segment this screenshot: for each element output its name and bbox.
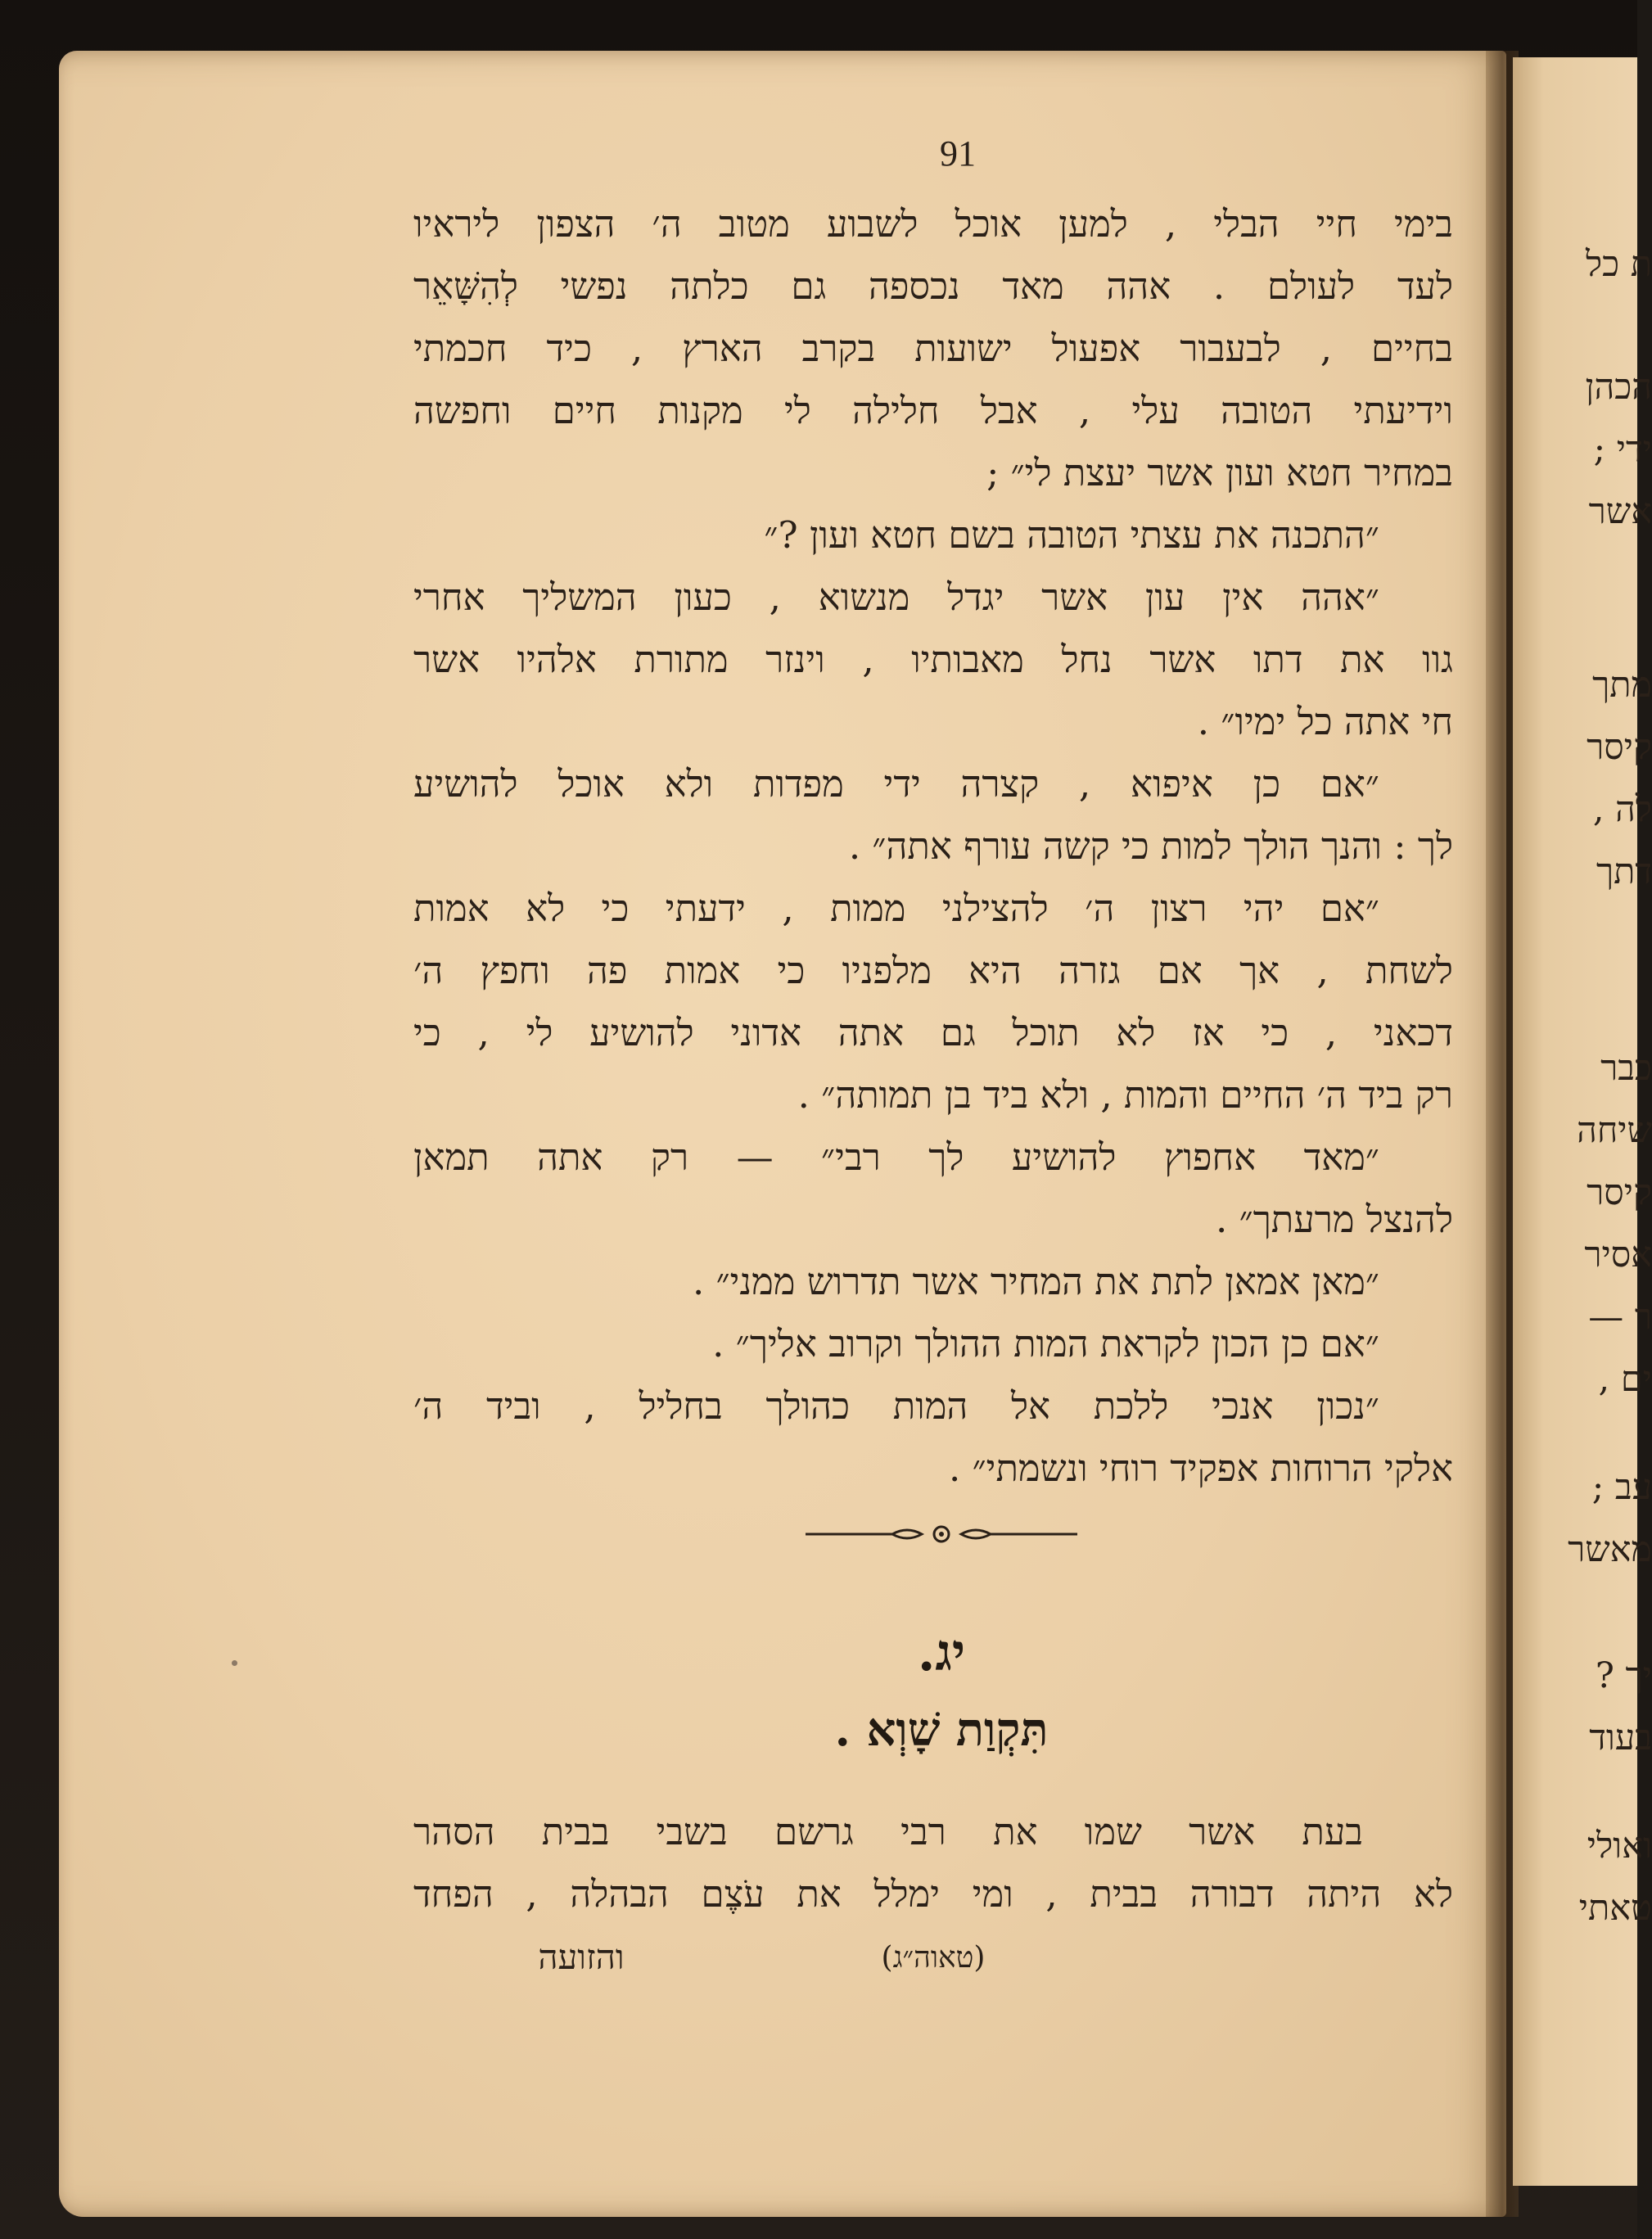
text-line: אלקי הרוחות אפקיד רוחי ונשמתי״ . <box>948 1447 1453 1490</box>
text-line: ״נכון אנכי ללכת אל המות כהולך בחליל , וביד ה׳ <box>413 1384 1379 1428</box>
facing-fragment: בעוד <box>1589 1718 1652 1758</box>
facing-fragment: מאשר <box>1568 1529 1652 1570</box>
text-line: ״התכנה את עצתי הטובה בשם חטא ועון ?״ <box>764 513 1379 557</box>
chapter-title: תִּקְוַת שָׁוְא . <box>834 1703 1049 1757</box>
page-body <box>413 193 1453 1500</box>
text-line: ״אם כן הכון לקראת המות ההולך וקרוב אליך״ . <box>712 1322 1379 1366</box>
text-line: ״אם יהי רצון ה׳ להצילני ממות , ידעתי כי לא אמות <box>413 887 1379 930</box>
text-line: וידיעתי הטובה עלי , אבל חלילה לי מקנות חיים וחפשה <box>413 389 1453 432</box>
facing-fragment: ר — <box>1588 1297 1652 1338</box>
text-line: חי אתה כל ימיו״ . <box>1197 700 1453 743</box>
paper-speck <box>232 1660 237 1666</box>
text-line: ״אהה אין עון אשר יגדל מנשוא , כעון המשליך אחרי <box>413 576 1379 619</box>
text-line: דכאני , כי אז לא תוכל גם אתה אדוני להושיע לי , כי <box>413 1011 1453 1054</box>
text-line: לעד לעולם . אהה מאד נכספה גם כלתה נפשי לְהִשָּׁאֵר <box>413 264 1453 308</box>
facing-fragment: קיסר <box>1587 727 1652 768</box>
facing-fragment: מתך <box>1592 665 1652 706</box>
facing-fragment: הכהן <box>1585 367 1652 408</box>
text-line: ״מאן אמאן לתת את המחיר אשר תדרוש ממני״ . <box>692 1260 1379 1303</box>
facing-fragment: טאתי <box>1578 1888 1652 1929</box>
ornamental-divider <box>802 1521 1081 1547</box>
facing-fragment: אשר <box>1588 491 1652 532</box>
facing-fragment: קיסר <box>1587 1172 1652 1213</box>
facing-fragment: ידי ; <box>1593 429 1652 470</box>
text-line: לא היתה דבורה בבית , ומי ימלל את עֹצֶם הבהלה , הפחד <box>413 1872 1453 1916</box>
facing-page-text <box>1513 57 1652 2186</box>
text-line: רק ביד ה׳ החיים והמות , ולא ביד בן תמותה״ . <box>797 1073 1453 1117</box>
text-line: להנצל מרעתך״ . <box>1216 1198 1453 1241</box>
chapter-number: יג. <box>917 1623 966 1682</box>
facing-fragment: ים , <box>1598 1359 1652 1400</box>
text-line: ״אם כן איפוא , קצרה ידי מפדות ולא אוכל להושיע <box>413 762 1379 806</box>
text-line: בחיים , לבעבור אפעול ישועות בקרב הארץ , כיד חכמתי <box>413 327 1453 370</box>
text-line: לשחת , אך אם גזרה היא מלפניו כי אמות פה וחפץ ה׳ <box>413 949 1453 992</box>
facing-fragment: עב ; <box>1591 1467 1652 1508</box>
catchword: והזועה <box>538 1937 625 1977</box>
text-line: בימי חיי הבלי , למען אוכל לשבוע מטוב ה׳ הצפון ליראיו <box>413 202 1453 246</box>
facing-fragment: ת כל <box>1585 244 1652 285</box>
facing-fragment: לה , <box>1592 789 1652 830</box>
text-line: ״מאד אחפוץ להושיע לך רבי״ — רק אתה תמאן <box>413 1135 1379 1179</box>
chapter-body <box>413 1801 1453 1925</box>
facing-fragment: ואולי <box>1587 1826 1652 1867</box>
text-line: לך : והנך הולך למות כי קשה עורף אתה״ . <box>848 824 1453 868</box>
facing-fragment: יך ? <box>1595 1655 1652 1696</box>
text-line: בעת אשר שמו את רבי גרשם בשבי בבית הסהר <box>413 1810 1363 1853</box>
page-number: 91 <box>940 133 976 174</box>
facing-fragment: אסיר <box>1584 1235 1652 1275</box>
facing-fragment: דתך <box>1596 851 1652 892</box>
signature-mark: (טאוה״ג) <box>881 1941 986 1975</box>
text-line: במחיר חטא ועון אשר יעצת לי״ ; <box>986 451 1453 494</box>
facing-fragment: כבר <box>1600 1048 1652 1089</box>
facing-fragment: שיחה <box>1577 1110 1652 1151</box>
text-line: גוו את דתו אשר נחל מאבותיו , וינזר מתורת אלהיו אשר <box>413 638 1453 681</box>
right-page <box>1513 57 1652 2186</box>
